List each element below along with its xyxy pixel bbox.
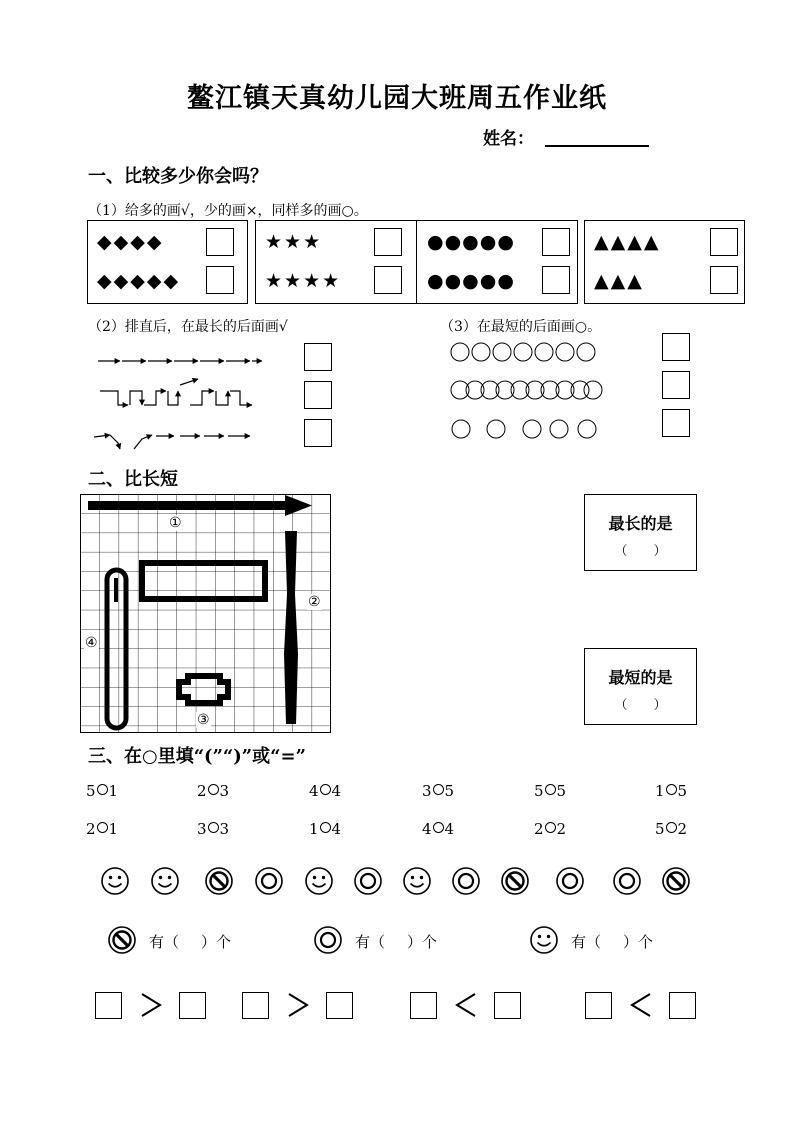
- comparison-left: 5: [534, 782, 544, 800]
- comparison-right: 5: [444, 782, 455, 800]
- triangle-row-2: ▲▲▲: [594, 270, 644, 292]
- part2-instruction: （2）排直后，在最长的后面画√: [88, 319, 288, 335]
- blank-circle[interactable]: [545, 822, 556, 833]
- blank-circle[interactable]: [97, 822, 108, 833]
- answer-square[interactable]: [304, 381, 332, 409]
- comparison-left: 2: [534, 820, 544, 838]
- target-icon: [254, 866, 284, 896]
- comparison-right: 1: [108, 782, 119, 800]
- comparison-left: 2: [86, 820, 96, 838]
- label-two: ②: [308, 594, 321, 610]
- answer-square[interactable]: [542, 228, 570, 256]
- answer-square[interactable]: [304, 343, 332, 371]
- comparison-item[interactable]: [86, 782, 118, 800]
- star-row-1: ★★★: [265, 231, 323, 253]
- label-three: ③: [197, 712, 210, 728]
- greater-than-icon: [286, 991, 310, 1019]
- comparison-right: 2: [677, 820, 688, 838]
- comparison-item[interactable]: [197, 820, 229, 838]
- circle-rows: [448, 340, 608, 440]
- blank-circle[interactable]: [666, 822, 677, 833]
- answer-square[interactable]: [242, 992, 269, 1019]
- blank-circle[interactable]: [208, 784, 219, 795]
- section1-heading: 一、比较多少你会吗？: [88, 166, 268, 187]
- label-four: ④: [85, 635, 98, 651]
- comparison-item[interactable]: [422, 820, 454, 838]
- diamond-row-1: ◆◆◆◆: [97, 231, 164, 253]
- comparison-left: 5: [86, 782, 96, 800]
- comparison-item[interactable]: [422, 782, 454, 800]
- blank-circle[interactable]: [433, 784, 444, 795]
- comparison-item[interactable]: [655, 782, 687, 800]
- comparison-right: 3: [219, 782, 230, 800]
- comparison-left: 2: [197, 782, 207, 800]
- length-grid: [80, 494, 332, 734]
- comparison-right: 2: [556, 820, 567, 838]
- answer-square[interactable]: [410, 992, 437, 1019]
- comparison-item[interactable]: [534, 782, 566, 800]
- diamond-row-2: ◆◆◆◆◆: [97, 270, 181, 292]
- comparison-left: 4: [309, 782, 319, 800]
- answer-square[interactable]: [585, 992, 612, 1019]
- comparison-right: 3: [219, 820, 230, 838]
- comparison-item[interactable]: [86, 820, 118, 838]
- smile-icon: [402, 866, 432, 896]
- longest-paren: （ ）: [614, 544, 667, 559]
- answer-square[interactable]: [662, 409, 690, 437]
- ban-icon: [204, 866, 234, 896]
- circle-row-2: ●●●●●: [427, 270, 515, 292]
- target-icon: [451, 866, 481, 896]
- blank-circle[interactable]: [97, 784, 108, 795]
- shortest-answer-box[interactable]: [584, 648, 697, 725]
- blank-circle[interactable]: [545, 784, 556, 795]
- comparison-left: 3: [197, 820, 207, 838]
- comparison-item[interactable]: [197, 782, 229, 800]
- arrow-chains: [90, 345, 270, 450]
- smile-icon: [304, 866, 334, 896]
- comparison-item[interactable]: [309, 820, 341, 838]
- label-one: ①: [169, 515, 182, 531]
- divider: [416, 220, 417, 304]
- longest-answer-box[interactable]: [584, 494, 697, 571]
- count-suffix: ）个: [407, 933, 438, 951]
- name-field[interactable]: [545, 145, 649, 147]
- answer-square[interactable]: [542, 266, 570, 294]
- ban-icon: [107, 925, 137, 955]
- part1-instruction: （1）给多的画√，少的画×，同样多的画○。: [88, 203, 368, 219]
- blank-circle[interactable]: [320, 784, 331, 795]
- answer-square[interactable]: [710, 228, 738, 256]
- answer-square[interactable]: [669, 992, 696, 1019]
- answer-square[interactable]: [206, 266, 234, 294]
- circle-row-1: ●●●●●: [427, 231, 515, 253]
- answer-square[interactable]: [662, 333, 690, 361]
- less-than-icon: [629, 991, 653, 1019]
- comparison-left: 1: [655, 782, 665, 800]
- blank-circle[interactable]: [320, 822, 331, 833]
- smile-icon: [150, 866, 180, 896]
- shortest-paren: （ ）: [614, 698, 667, 713]
- ban-icon: [661, 866, 691, 896]
- count-prefix: 有（: [355, 933, 386, 951]
- smile-icon: [529, 925, 559, 955]
- comparison-right: 4: [444, 820, 455, 838]
- comparison-right: 4: [331, 782, 342, 800]
- count-answer[interactable]: [355, 931, 437, 952]
- section3-heading: 三、在○里填“(”“)”或“=”: [88, 746, 306, 767]
- target-icon: [612, 866, 642, 896]
- section2-heading: 二、比长短: [88, 469, 178, 490]
- triangle-row-1: ▲▲▲▲: [594, 231, 661, 253]
- blank-circle[interactable]: [433, 822, 444, 833]
- comparison-left: 4: [422, 820, 432, 838]
- answer-square[interactable]: [304, 419, 332, 447]
- comparison-right: 4: [331, 820, 342, 838]
- part3-instruction: （3）在最短的后面画○。: [440, 319, 602, 335]
- answer-square[interactable]: [95, 992, 122, 1019]
- comparison-left: 3: [422, 782, 432, 800]
- count-prefix: 有（: [149, 933, 180, 951]
- name-label: 姓名：: [483, 129, 534, 149]
- page-title: 鳌江镇天真幼儿园大班周五作业纸: [187, 83, 607, 114]
- answer-square[interactable]: [710, 266, 738, 294]
- less-than-icon: [454, 991, 478, 1019]
- shortest-title: 最短的是: [608, 668, 673, 687]
- blank-circle[interactable]: [208, 822, 219, 833]
- comparison-right: 1: [108, 820, 119, 838]
- smile-icon: [100, 866, 130, 896]
- count-suffix: ）个: [201, 933, 232, 951]
- comparison-left: 5: [655, 820, 665, 838]
- answer-square[interactable]: [326, 992, 353, 1019]
- longest-title: 最长的是: [608, 514, 673, 533]
- count-answer[interactable]: [571, 931, 653, 952]
- comparison-item[interactable]: [534, 820, 566, 838]
- comparison-left: 1: [309, 820, 319, 838]
- count-answer[interactable]: [149, 931, 231, 952]
- answer-square[interactable]: [206, 228, 234, 256]
- comparison-right: 5: [556, 782, 567, 800]
- comparison-right: 5: [677, 782, 688, 800]
- answer-square[interactable]: [374, 228, 402, 256]
- answer-square[interactable]: [374, 266, 402, 294]
- target-icon: [313, 925, 343, 955]
- answer-square[interactable]: [179, 992, 206, 1019]
- comparison-item[interactable]: [309, 782, 341, 800]
- answer-square[interactable]: [662, 371, 690, 399]
- answer-square[interactable]: [494, 992, 521, 1019]
- blank-circle[interactable]: [666, 784, 677, 795]
- greater-than-icon: [139, 991, 163, 1019]
- comparison-item[interactable]: [655, 820, 687, 838]
- star-row-2: ★★★★: [265, 270, 342, 292]
- ban-icon: [500, 866, 530, 896]
- count-prefix: 有（: [571, 933, 602, 951]
- count-suffix: ）个: [623, 933, 654, 951]
- target-icon: [555, 866, 585, 896]
- target-icon: [353, 866, 383, 896]
